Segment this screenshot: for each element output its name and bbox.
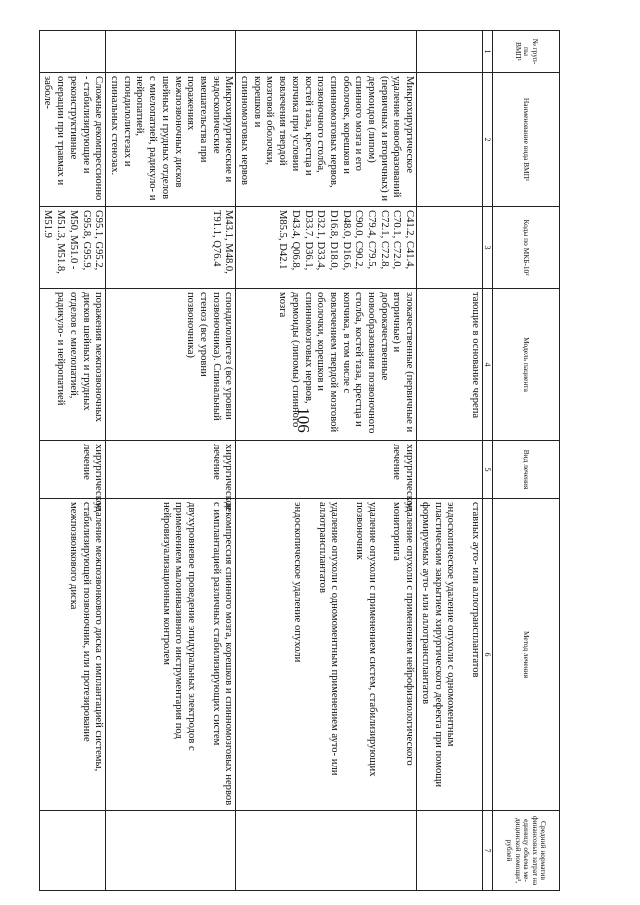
column-number: 3 xyxy=(483,207,493,289)
cell-methods xyxy=(236,499,417,811)
header-group-number: № груп- пы ВМП¹ xyxy=(493,31,560,73)
cell-cost xyxy=(236,811,417,891)
vmp-table xyxy=(39,30,560,891)
cell-name: Микрохирургические и эндоскопические вмешательства при поражениях межпозвоночных дисков шейных и грудных отделов с миелопатией, радикуло- и нейропатией, спондилолистезах и спинальных стенозах. xyxy=(106,73,236,207)
method-item: удаление опухоли с применением систем, стабилизирующих позвоночник xyxy=(354,502,378,777)
table-row xyxy=(106,31,236,891)
method-item: декомпрессия спинного мозга, корешков и спинномозговых нервов с имплантацией различных стабилизирующих систем xyxy=(210,502,235,806)
cell-cost xyxy=(106,811,236,891)
method-item: двухуровневое проведение эпидуральных электродов с применением малоинвазивного инструментария под нейровизуализационным контролем xyxy=(160,502,197,751)
cell-group xyxy=(39,31,106,73)
column-number: 6 xyxy=(483,499,493,811)
page-number: 106 xyxy=(293,407,313,433)
cell-group xyxy=(236,31,417,73)
header-icd-codes: Коды по МКБ-10² xyxy=(493,207,560,289)
cell-treatment xyxy=(417,441,483,499)
cell-codes xyxy=(417,207,483,289)
table-row xyxy=(39,31,106,891)
cell-methods xyxy=(106,499,236,811)
cell-cost xyxy=(417,811,483,891)
column-number: 7 xyxy=(483,811,493,891)
cell-group xyxy=(417,31,483,73)
cell-cost xyxy=(39,811,106,891)
cell-treatment: хирургическое лечение xyxy=(106,441,236,499)
header-cost-norm: Средний норматив финансовых затрат на единицу объема ме-дицинской помощи³, рублей xyxy=(493,811,560,891)
cell-model: злокачественные (первичные и вторичные) и доброкачественные новообразования позвоночного столба, костей таза, крестца и копчика, в том числе с вовлечением твердой мозговой оболочки, корешков и спинномозговых нервов, дермоиды (липомы) спинного мозга xyxy=(236,289,417,441)
cell-codes: G95.1, G95.2, G95.8, G95.9, M50, M51.0 - M51.3, M51.8, M51.9 xyxy=(39,207,106,289)
column-number: 4 xyxy=(483,289,493,441)
cell-methods xyxy=(417,499,483,811)
cell-name: Сложные декомпрессионно - стабилизирующие и реконструктивные операции при травмах и заболе- xyxy=(39,73,106,207)
cell-codes: M43.1, M48.0, T91.1, Q76.4 xyxy=(106,207,236,289)
method-item: ставных ауто- или аллотрансплантатов xyxy=(470,502,481,678)
header-vmp-name: Наименование вида ВМП¹ xyxy=(493,73,560,207)
cell-model: тающие в основание черепа xyxy=(417,289,483,441)
cell-treatment: хирургическое лечение xyxy=(236,441,417,499)
column-number: 5 xyxy=(483,441,493,499)
table-row xyxy=(417,31,483,891)
cell-treatment: хирургическое лечение xyxy=(39,441,106,499)
cell-model: спондилолистез (все уровни позвоночника). Спинальный стеноз (все уровни позвоночника) xyxy=(106,289,236,441)
cell-methods xyxy=(39,499,106,811)
table-row xyxy=(236,31,417,891)
method-item: эндоскопическое удаление опухоли xyxy=(291,502,303,663)
header-row xyxy=(493,31,560,891)
cell-name xyxy=(417,73,483,207)
cell-name: Микрохирургическое удаление новообразований (первичных и вторичных) и дермоидов (липом) спинного мозга и его оболочек, корешков и спинномозговых нервов, позвоночного столба, костей таза, крестца и копчика при условии вовлечения твердой мозговой оболочки, корешков и спинномозговых нервов xyxy=(236,73,417,207)
header-treatment-type: Вид лечения xyxy=(493,441,560,499)
method-item: эндоскопическое удаление опухоли с одномоментным пластическим закрытием хирургического дефекта при помощи формируемых ауто- или аллотрансплантатов xyxy=(419,502,457,788)
method-item: удаление опухоли с применением нейрофизиологического мониторинга xyxy=(391,502,416,766)
method-item: удаление опухоли с одномоментным применением ауто- или аллотрансплантатов xyxy=(316,502,341,776)
cell-codes: C41.2, C41.4, C70.1, C72.0, C72.1, C72.8, C79.4, C79.5, C90.0, C90.2, D48.0, D16.6, D16.8, D18.0, D32.1, D33.4, D33.7, D36.1, D43.4, Q06.8, M85.5, D42.1 xyxy=(236,207,417,289)
method-item: удаление межпозвонкового диска с имплантацией системы, стабилизирующей позвоночник, или протезирование межпозвонкового диска xyxy=(67,502,105,772)
column-number-row xyxy=(483,31,493,891)
rotated-table-area xyxy=(42,30,560,890)
cell-group xyxy=(106,31,236,73)
column-number: 1 xyxy=(483,31,493,73)
cell-model: поражения межпозвоночных дисков шейных и грудных отделов с миелопатией, радикуло- и нейропатией xyxy=(39,289,106,441)
header-treatment-method: Метод лечения xyxy=(493,499,560,811)
column-number: 2 xyxy=(483,73,493,207)
header-patient-model: Модель пациента xyxy=(493,289,560,441)
